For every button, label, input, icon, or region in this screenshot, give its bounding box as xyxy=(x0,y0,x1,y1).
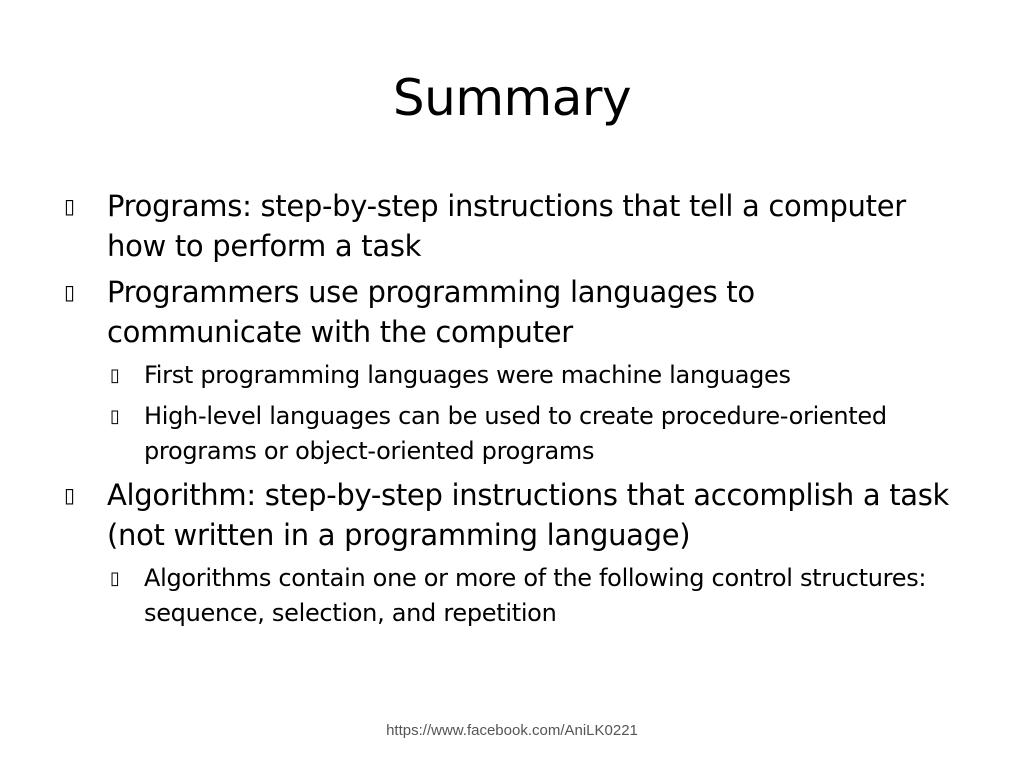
footer-url[interactable]: https://www.facebook.com/AniLK0221 xyxy=(386,722,638,739)
bullet-text: Programs: step-by-step instructions that tell a computer how to perform a task xyxy=(107,189,906,263)
bullet-text: Algorithm: step-by-step instructions that accomplish a task (not written in a programming language) xyxy=(107,478,950,552)
slide-title: Summary xyxy=(392,69,632,127)
bullet-icon: ▯ xyxy=(64,194,75,218)
sub-bullet-item xyxy=(0,399,934,469)
bullet-item xyxy=(0,475,957,555)
bullet-item xyxy=(0,186,957,266)
sub-bullet-text: Algorithms contain one or more of the following control structures: sequence, selection, and repetition xyxy=(144,564,927,627)
bullet-icon: ▯ xyxy=(64,280,75,304)
sub-bullet-item xyxy=(0,358,934,393)
bullet-icon: ▯ xyxy=(110,568,120,589)
bullet-icon: ▯ xyxy=(110,365,120,386)
sub-bullet-text: High-level languages can be used to create procedure-oriented programs or object-oriented programs xyxy=(144,402,887,465)
bullet-icon: ▯ xyxy=(110,406,120,427)
sub-bullet-item xyxy=(0,561,934,631)
bullet-item xyxy=(0,272,957,352)
bullet-text: Programmers use programming languages to communicate with the computer xyxy=(107,275,755,349)
slide-body xyxy=(0,186,1024,637)
sub-bullet-text: First programming languages were machine languages xyxy=(144,361,791,389)
bullet-icon: ▯ xyxy=(64,483,75,507)
